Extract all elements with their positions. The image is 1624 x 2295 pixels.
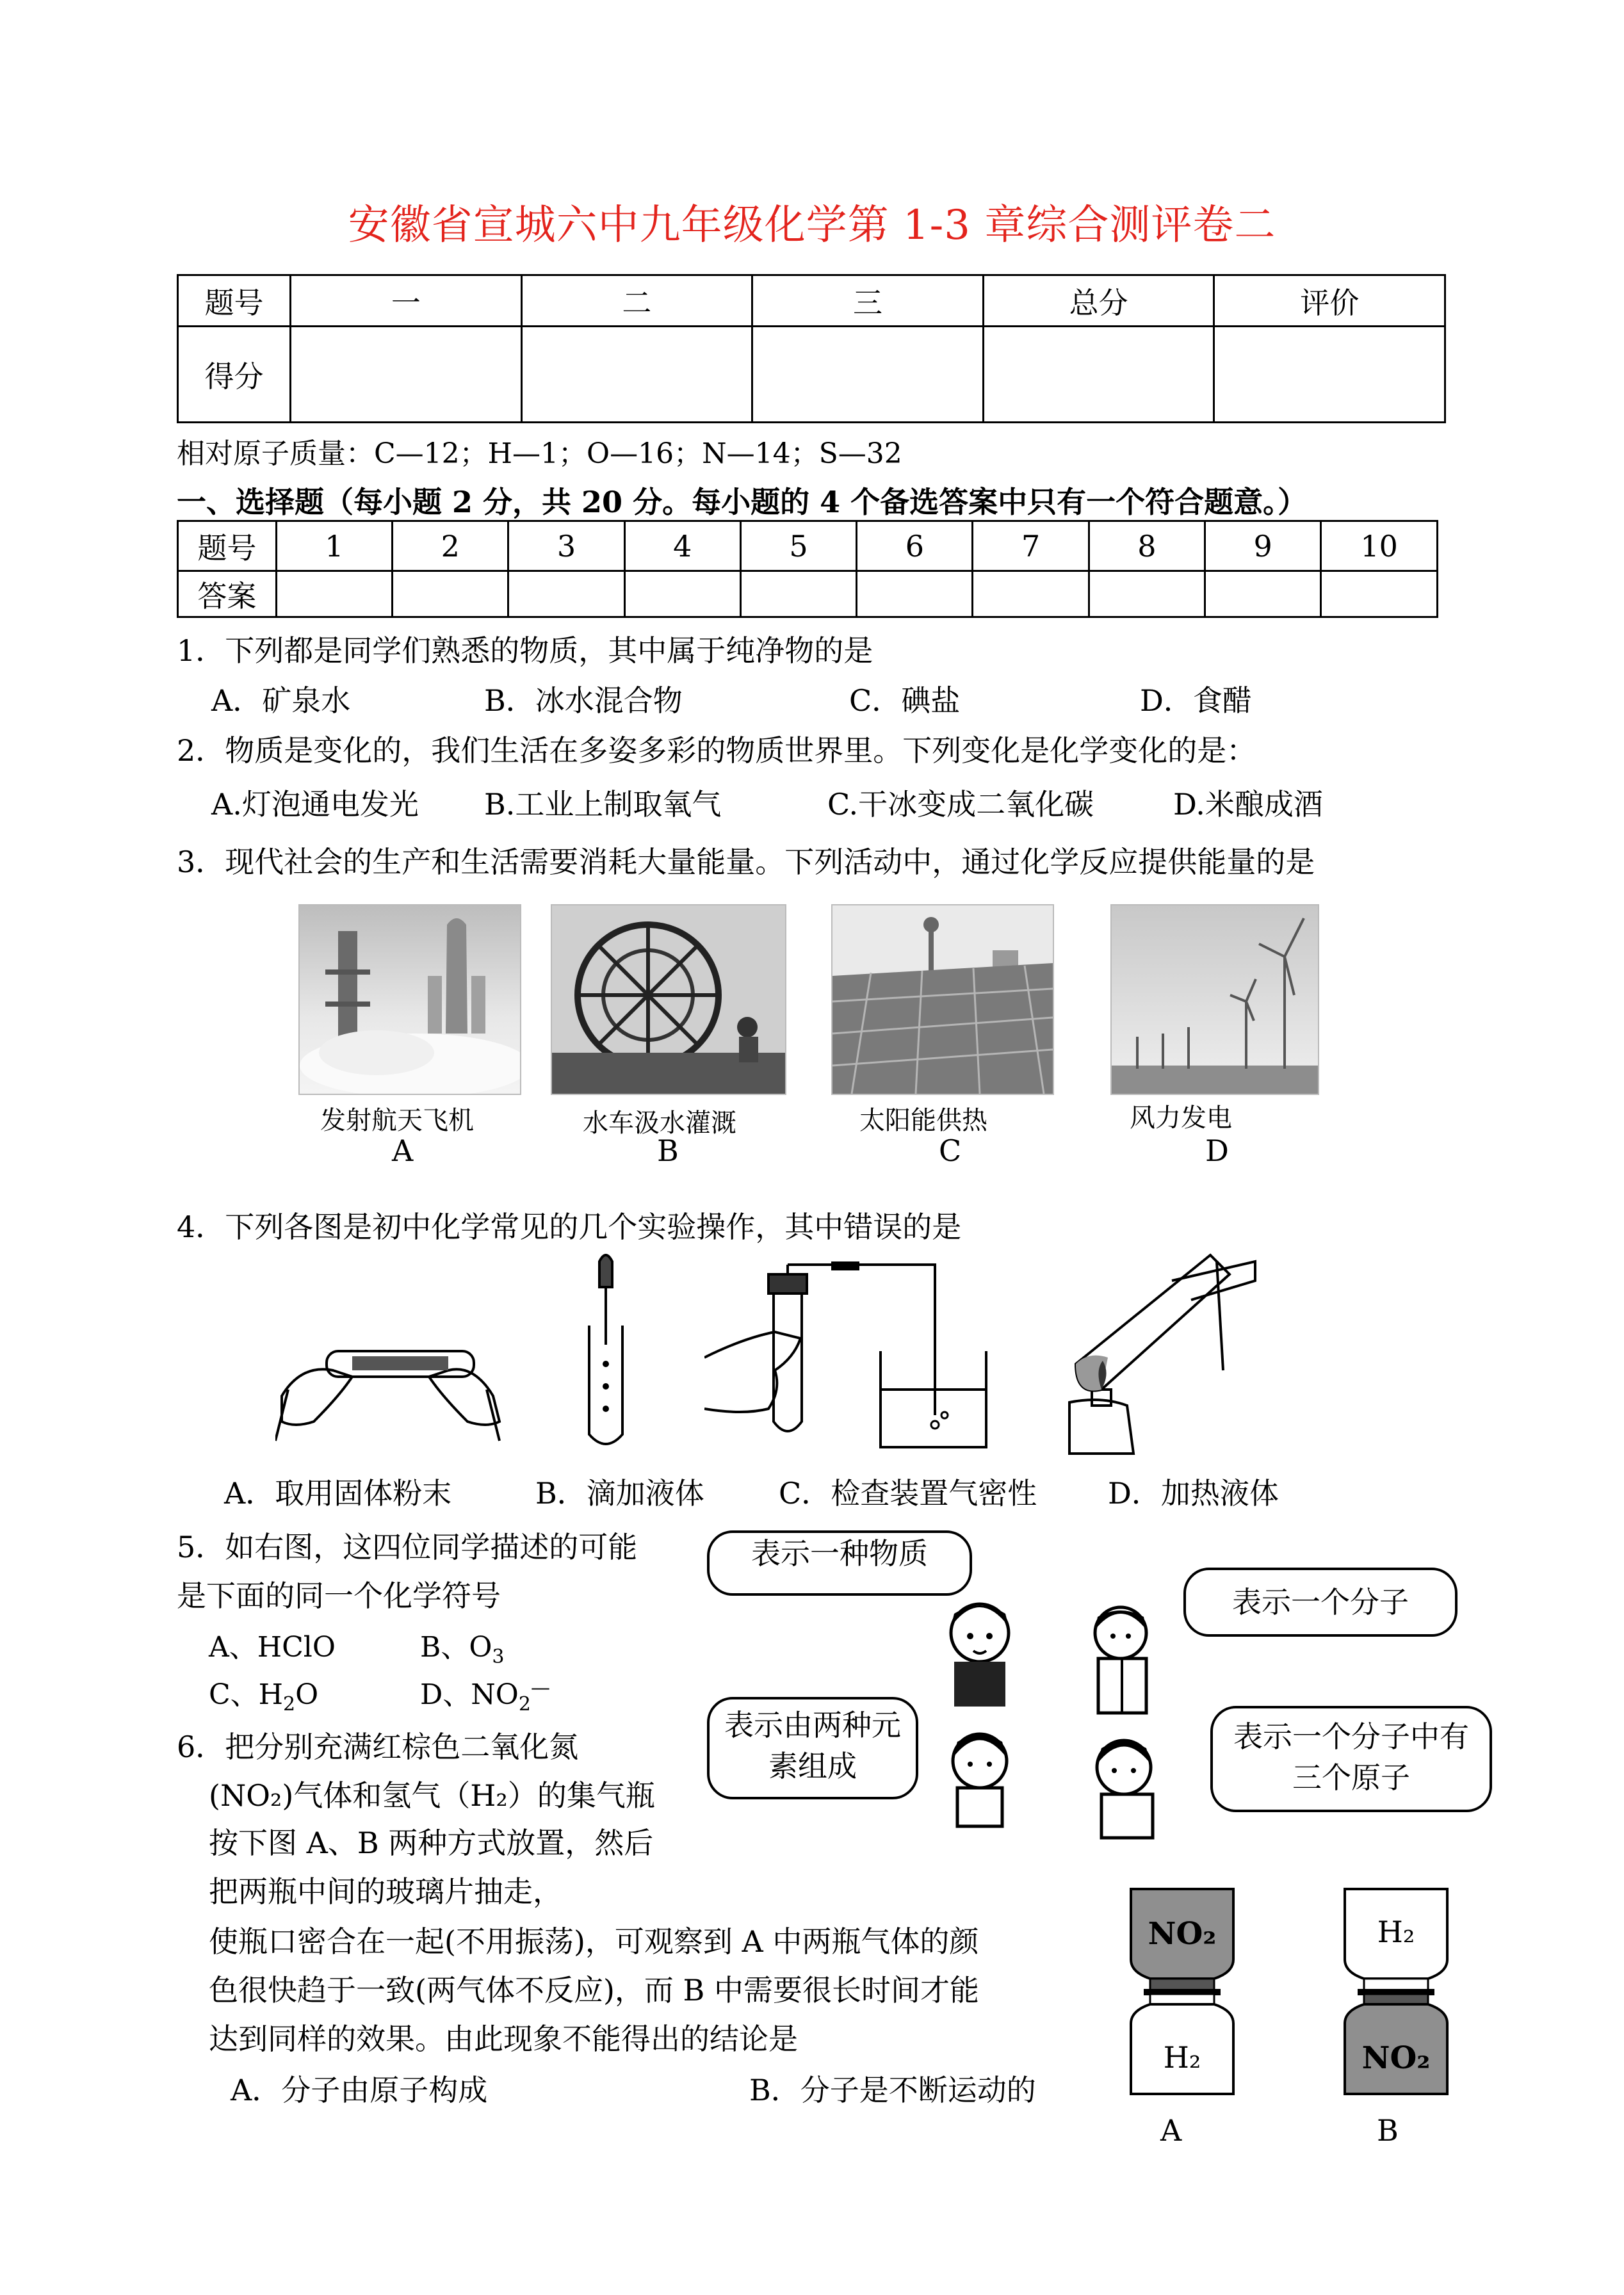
q2-option-c: C.干冰变成二氧化碳 (827, 787, 1094, 822)
page-title: 安徽省宣城六中九年级化学第 1-3 章综合测评卷二 (348, 202, 1276, 249)
q6-option-b: B．分子是不断运动的 (749, 2073, 1036, 2107)
student-avatar (935, 1588, 1037, 1716)
q4-option-a: A．取用固体粉末 (224, 1476, 452, 1511)
jar-b-bottom-gas: NO₂ (1361, 2040, 1431, 2076)
answer-number: 2 (393, 521, 508, 571)
answer-number: 7 (973, 521, 1089, 571)
answer-cell (624, 571, 740, 617)
water-wheel-photo (551, 904, 786, 1095)
q1-option-a: A．矿泉水 (211, 683, 351, 718)
q5-stem-line1: 5．如右图，这四位同学描述的可能 (177, 1530, 638, 1564)
q6-line2: (NO₂)气体和氢气（H₂）的集气瓶 (209, 1778, 655, 1813)
q2-option-b: B.工业上制取氧气 (484, 787, 722, 822)
answer-number: 1 (276, 521, 392, 571)
score-cell (521, 327, 752, 423)
answer-table (177, 520, 1438, 618)
q4-stem: 4．下列各图是初中化学常见的几个实验操作，其中错误的是 (177, 1210, 962, 1244)
jar-a-top-gas: NO₂ (1148, 1916, 1217, 1952)
answer-cell (508, 571, 624, 617)
answer-cell (1089, 571, 1205, 617)
q2-stem: 2．物质是变化的，我们生活在多姿多彩的物质世界里。下列变化是化学变化的是： (177, 733, 1256, 768)
q3-letter-a: A (392, 1133, 414, 1168)
score-header: 二 (521, 275, 752, 327)
q3-caption-d: 风力发电 (1130, 1103, 1232, 1133)
q2-option-a: A.灯泡通电发光 (211, 787, 419, 822)
score-cell (1214, 327, 1445, 423)
answer-number: 9 (1205, 521, 1321, 571)
answer-number: 4 (624, 521, 740, 571)
q3-stem: 3．现代社会的生产和生活需要消耗大量能量。下列活动中，通过化学反应提供能量的是 (177, 845, 1315, 879)
answer-cell (1205, 571, 1321, 617)
q5-option-b: B、$O_3$ (420, 1631, 505, 1668)
q6-line7: 达到同样的效果。由此现象不能得出的结论是 (209, 2022, 798, 2056)
q6-line4: 把两瓶中间的玻璃片抽走， (209, 1874, 562, 1909)
answer-cell (857, 571, 973, 617)
answer-number: 8 (1089, 521, 1205, 571)
student-avatar (935, 1723, 1037, 1831)
q6-line6: 色很快趋于一致(两气体不反应)，而 B 中需要很长时间才能 (209, 1973, 979, 2007)
q6-option-a: A．分子由原子构成 (231, 2073, 488, 2107)
wind-turbine-photo (1110, 904, 1319, 1095)
answer-number: 6 (857, 521, 973, 571)
powder-transfer-diagram (275, 1326, 506, 1447)
q1-option-b: B．冰水混合物 (484, 683, 683, 718)
heating-liquid-diagram (1050, 1242, 1262, 1460)
solar-heating-photo (831, 904, 1054, 1095)
answer-number: 10 (1321, 521, 1438, 571)
space-shuttle-photo (298, 904, 521, 1095)
section1-heading: 一、选择题（每小题 2 分，共 20 分。每小题的 4 个备选答案中只有一个符合题意。） (177, 485, 1308, 519)
q3-letter-b: B (657, 1133, 679, 1168)
q4-option-d: D．加热液体 (1108, 1476, 1279, 1511)
speech-bubble-substance: 表示一种物质 (707, 1530, 972, 1596)
score-cell (291, 327, 522, 423)
student-avatar (1082, 1729, 1185, 1844)
q2-option-d: D.米酿成酒 (1173, 787, 1323, 822)
speech-bubble-molecule: 表示一个分子 (1183, 1568, 1458, 1637)
answer-cell (973, 571, 1089, 617)
q6-line1: 6．把分别充满红棕色二氧化氮 (177, 1730, 579, 1764)
answer-row-label: 题号 (178, 521, 277, 571)
q4-option-b: B．滴加液体 (535, 1476, 704, 1511)
score-cell (752, 327, 984, 423)
jar-b-label: B (1377, 2113, 1399, 2148)
q1-stem: 1．下列都是同学们熟悉的物质，其中属于纯净物的是 (177, 633, 873, 668)
score-row-label: 得分 (178, 327, 291, 423)
answer-cell (276, 571, 392, 617)
score-header: 评价 (1214, 275, 1445, 327)
score-table (177, 274, 1446, 423)
airtightness-check-diagram (704, 1261, 999, 1454)
jar-a-bottom-gas: H₂ (1163, 2040, 1201, 2075)
q3-caption-c: 太阳能供热 (859, 1106, 987, 1135)
answer-cell (393, 571, 508, 617)
q6-line5: 使瓶口密合在一起(不用振荡)，可观察到 A 中两瓶气体的颜 (209, 1924, 979, 1959)
q3-caption-b: 水车汲水灌溉 (583, 1108, 736, 1138)
score-cell (983, 327, 1214, 423)
jar-a-label: A (1160, 2113, 1182, 2148)
q1-option-d: D．食醋 (1140, 683, 1252, 718)
atomic-mass-line: 相对原子质量：C—12；H—1；O—16；N—14；S—32 (177, 437, 902, 470)
q4-option-c: C．检查装置气密性 (779, 1476, 1037, 1511)
q6-line3: 按下图 A、B 两种方式放置，然后 (209, 1826, 654, 1860)
score-header: 题号 (178, 275, 291, 327)
q3-letter-d: D (1205, 1133, 1229, 1168)
speech-bubble-two-elements: 表示由两种元素组成 (707, 1697, 918, 1799)
answer-row-label: 答案 (178, 571, 277, 617)
score-header: 总分 (983, 275, 1214, 327)
q5-stem-line2: 是下面的同一个化学符号 (177, 1578, 501, 1613)
score-header: 三 (752, 275, 984, 327)
answer-cell (1321, 571, 1438, 617)
answer-cell (740, 571, 856, 617)
q5-option-c: C、$H_2O$ (209, 1678, 319, 1715)
answer-number: 5 (740, 521, 856, 571)
q5-option-d: D、$NO_2^—$ (420, 1676, 550, 1715)
score-header: 一 (291, 275, 522, 327)
q1-option-c: C．碘盐 (849, 683, 961, 718)
student-avatar (1082, 1594, 1172, 1723)
answer-number: 3 (508, 521, 624, 571)
jar-b-top-gas: H₂ (1377, 1915, 1415, 1949)
q5-option-a: A、HClO (209, 1631, 336, 1664)
speech-bubble-three-atoms: 表示一个分子中有三个原子 (1210, 1706, 1492, 1812)
dropper-diagram (580, 1249, 631, 1454)
q3-letter-c: C (939, 1133, 962, 1168)
q3-caption-a: 发射航天飞机 (320, 1106, 474, 1135)
